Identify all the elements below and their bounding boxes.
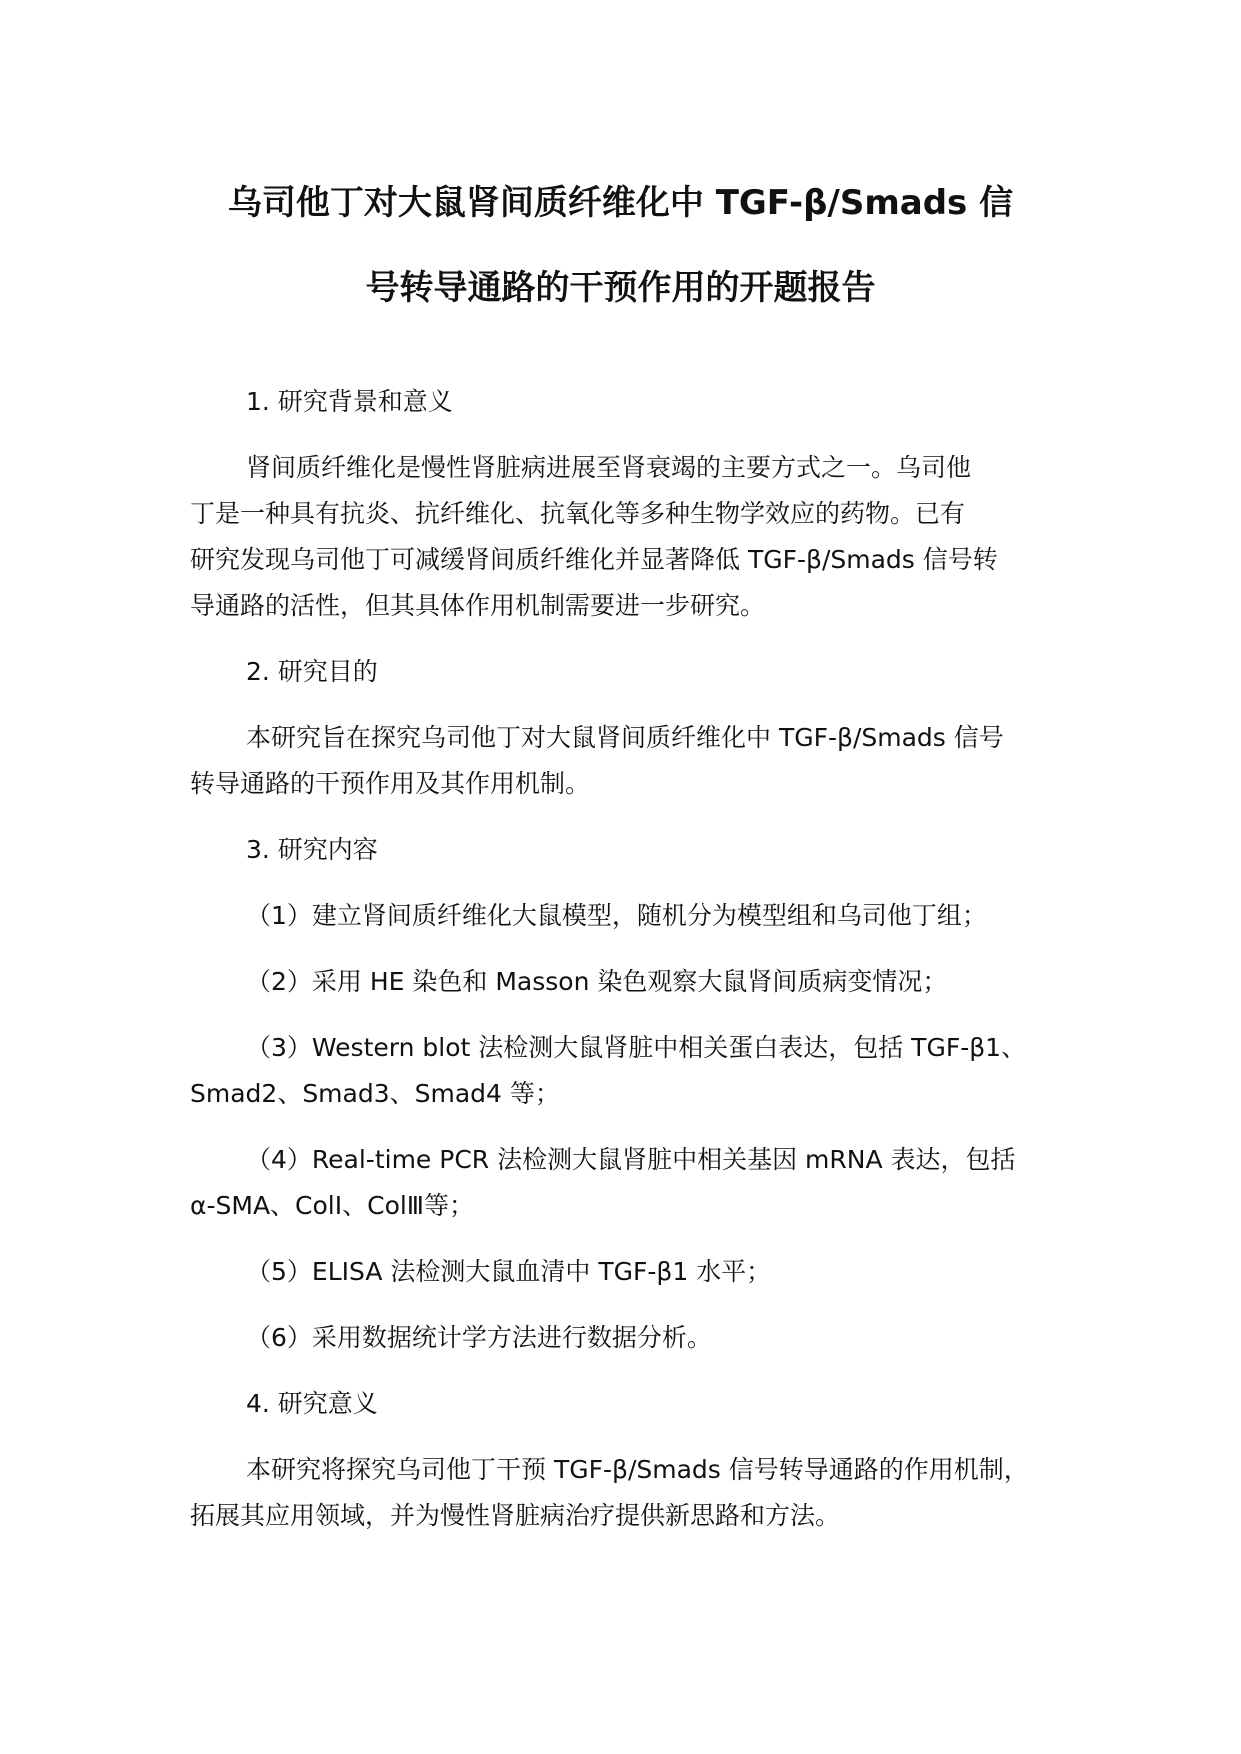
paragraph-line: 研究发现乌司他丁可减缓肾间质纤维化并显著降低 TGF-β/Smads 信号转: [190, 545, 998, 574]
paragraph-line: 导通路的活性，但其具体作用机制需要进一步研究。: [190, 591, 766, 620]
section-heading-significance: 4. 研究意义: [246, 1389, 378, 1418]
list-item: （3）Western blot 法检测大鼠肾脏中相关蛋白表达，包括 TGF-β1、: [246, 1033, 1027, 1062]
document-body: [190, 379, 1085, 1539]
list-item: （1）建立肾间质纤维化大鼠模型，随机分为模型组和乌司他丁组；: [246, 901, 987, 930]
section-heading-background: 1. 研究背景和意义: [246, 387, 453, 416]
paragraph-line: 本研究将探究乌司他丁干预 TGF-β/Smads 信号转导通路的作用机制，: [246, 1455, 1029, 1484]
paragraph-line: 丁是一种具有抗炎、抗纤维化、抗氧化等多种生物学效应的药物。已有: [190, 499, 966, 528]
section-heading-content: 3. 研究内容: [246, 835, 378, 864]
document-title-line-1: 乌司他丁对大鼠肾间质纤维化中 TGF-β/Smads 信: [227, 183, 1014, 223]
list-item: （6）采用数据统计学方法进行数据分析。: [246, 1323, 712, 1352]
list-item: （2）采用 HE 染色和 Masson 染色观察大鼠肾间质病变情况；: [246, 967, 948, 996]
list-item: （5）ELISA 法检测大鼠血清中 TGF-β1 水平；: [246, 1257, 772, 1286]
paragraph-line: 转导通路的干预作用及其作用机制。: [190, 769, 591, 798]
list-item: （4）Real-time PCR 法检测大鼠肾脏中相关基因 mRNA 表达，包括: [246, 1145, 1016, 1174]
list-item-continuation: Smad2、Smad3、Smad4 等；: [190, 1079, 560, 1108]
paragraph-line: 肾间质纤维化是慢性肾脏病进展至肾衰竭的主要方式之一。乌司他: [246, 453, 972, 482]
paragraph-line: 拓展其应用领域，并为慢性肾脏病治疗提供新思路和方法。: [190, 1501, 841, 1530]
paragraph-line: 本研究旨在探究乌司他丁对大鼠肾间质纤维化中 TGF-β/Smads 信号: [246, 723, 1004, 752]
document-title-line-2: 号转导通路的干预作用的开题报告: [365, 268, 876, 308]
section-heading-purpose: 2. 研究目的: [246, 657, 378, 686]
list-item-continuation: α-SMA、ColⅠ、ColⅢ等；: [190, 1191, 475, 1220]
